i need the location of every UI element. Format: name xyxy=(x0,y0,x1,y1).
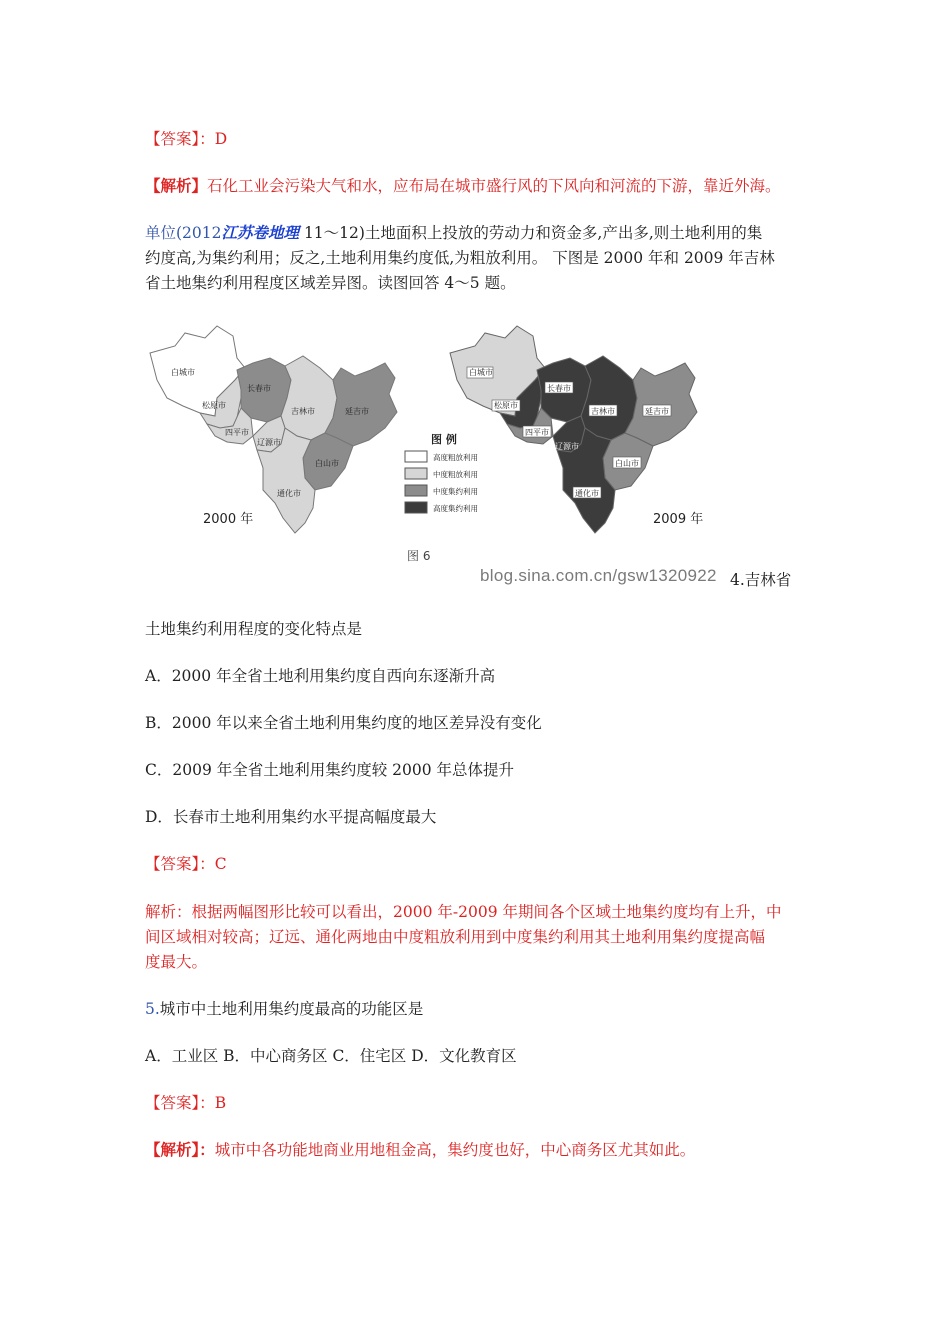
label-songyuan-2000: 松原市 xyxy=(202,401,226,410)
label-songyuan-2009: 松原市 xyxy=(494,401,518,410)
label-liaoyuan-2000: 辽源市 xyxy=(257,438,281,447)
label-yanji-2009: 延吉市 xyxy=(645,407,669,416)
q4-stem-tail: 4.吉林省 xyxy=(730,571,792,589)
label-baicheng-2000: 白城市 xyxy=(171,368,195,377)
watermark: blog.sina.com.cn/gsw1320922 xyxy=(480,566,717,585)
q4-analysis-line-2: 间区域相对较高；辽远、通化两地由中度粗放利用到中度集约利用其土地利用集约度提高幅 xyxy=(145,928,766,946)
intro-prefix: 单位(2012 xyxy=(145,224,222,242)
q5-stem-text: 城市中土地利用集约度最高的功能区是 xyxy=(159,1000,424,1018)
label-changchun-2009: 长春市 xyxy=(547,384,571,393)
jilin-map-figure xyxy=(145,318,745,578)
q5-number: 5. xyxy=(145,1000,160,1018)
legend-swatch-3 xyxy=(405,485,427,496)
q4-option-c: C．2009 年全省土地利用集约度较 2000 年总体提升 xyxy=(145,761,515,779)
label-siping-2009: 四平市 xyxy=(525,428,549,437)
q5-stem xyxy=(145,994,815,1024)
label-baicheng-2009: 白城市 xyxy=(469,368,493,377)
q5-analysis xyxy=(145,1135,815,1165)
label-changchun-2000: 长春市 xyxy=(247,384,271,393)
q4-option-a: A．2000 年全省土地利用集约度自西向东逐渐升高 xyxy=(145,667,496,685)
region-yanji-2009 xyxy=(625,363,697,446)
label-liaoyuan-2009: 辽源市 xyxy=(555,442,579,451)
q4-analysis-line-1: 解析：根据两幅图形比较可以看出，2000 年-2009 年期间各个区域土地集约度均有上升，中 xyxy=(145,903,782,921)
q3-analysis-text: 石化工业会污染大气和水，应布局在城市盛行风的下风向和河流的下游，靠近外海。 xyxy=(207,177,781,195)
figure-label: 图 6 xyxy=(407,549,431,563)
intro-line-1-rest: 11～12)土地面积上投放的劳动力和资金多,产出多,则土地利用的集 xyxy=(299,224,763,242)
source-tag: 江苏卷地理 xyxy=(221,223,300,242)
q4-option-b: B．2000 年以来全省土地利用集约度的地区差异没有变化 xyxy=(145,714,542,732)
label-baishan-2009: 白山市 xyxy=(615,459,639,468)
q4-option-d: D．长春市土地利用集约水平提高幅度最大 xyxy=(145,808,437,826)
legend-swatch-2 xyxy=(405,468,427,479)
q3-answer: 【答案】：D xyxy=(145,130,228,148)
map-legend xyxy=(405,432,478,513)
label-siping-2000: 四平市 xyxy=(225,428,249,437)
legend-label-4: 高度集约利用 xyxy=(433,504,478,513)
map-2000 xyxy=(150,326,397,533)
q3-analysis-label: 【解析】 xyxy=(145,176,208,195)
label-tonghua-2009: 通化市 xyxy=(575,489,599,498)
legend-label-3: 中度集约利用 xyxy=(433,487,478,496)
label-tonghua-2000: 通化市 xyxy=(277,489,301,498)
label-jilin-2009: 吉林市 xyxy=(591,407,615,416)
q4-answer: 【答案】：C xyxy=(145,855,227,873)
map-2009-title: 2009 年 xyxy=(653,512,704,527)
q3-analysis xyxy=(145,171,815,201)
label-baishan-2000: 白山市 xyxy=(315,459,339,468)
q4-stem: 土地集约利用程度的变化特点是 xyxy=(145,620,363,638)
legend-swatch-1 xyxy=(405,451,427,462)
intro-line-3: 省土地集约利用程度区域差异图。读图回答 4～5 题。 xyxy=(145,274,516,292)
q5-answer: 【答案】：B xyxy=(145,1094,227,1112)
q5-analysis-text: 城市中各功能地商业用地租金高，集约度也好，中心商务区尤其如此。 xyxy=(214,1141,696,1159)
map-2009 xyxy=(450,326,697,533)
legend-label-1: 高度粗放利用 xyxy=(433,453,478,462)
region-yanji-2000 xyxy=(325,363,397,446)
q5-options: A．工业区 B．中心商务区 C．住宅区 D．文化教育区 xyxy=(145,1047,517,1065)
legend-label-2: 中度粗放利用 xyxy=(433,470,478,479)
intro-line-2: 约度高,为集约利用；反之,土地利用集约度低,为粗放利用。 下图是 2000 年和 2009 年吉林 xyxy=(145,249,775,267)
q4-analysis-line-3: 度最大。 xyxy=(145,953,208,971)
q5-analysis-label: 【解析】： xyxy=(145,1140,215,1159)
map-2000-title: 2000 年 xyxy=(203,512,254,527)
label-jilin-2000: 吉林市 xyxy=(291,407,315,416)
label-yanji-2000: 延吉市 xyxy=(345,407,369,416)
legend-title: 图 例 xyxy=(431,433,457,446)
legend-swatch-4 xyxy=(405,502,427,513)
